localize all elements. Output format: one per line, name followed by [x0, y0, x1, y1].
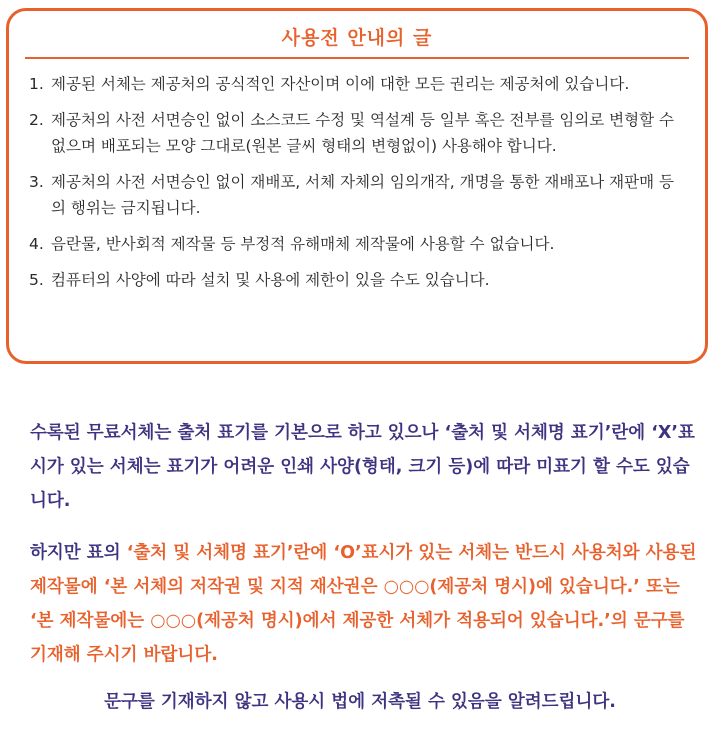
item-text: 제공된 서체는 제공처의 공식적인 자산이며 이에 대한 모든 권리는 제공처에 있습니다.: [51, 75, 630, 93]
list-item: [29, 169, 687, 221]
paragraph-requirement-lead: 하지만 표의: [30, 543, 127, 563]
paragraph-attribution: 수록된 무료서체는 출처 표기를 기본으로 하고 있으나 ‘출처 및 서체명 표기’란에 ‘X’표시가 있는 서체는 표기가 어려운 인쇄 사양(형태, 크기 등)에 따라 미표기 할 수도 있습니다.: [30, 423, 695, 511]
item-number: 5.: [29, 271, 44, 289]
item-number: 2.: [29, 111, 44, 129]
item-text: 제공처의 사전 서면승인 없이 재배포, 서체 자체의 임의개작, 개명을 통한 재배포나 재판매 등의 행위는 금지됩니다.: [51, 173, 674, 217]
notice-box: [6, 8, 708, 364]
item-text: 음란물, 반사회적 제작물 등 부정적 유해매체 제작물에 사용할 수 없습니다.: [51, 235, 555, 253]
list-item: [29, 267, 687, 293]
item-text: 컴퓨터의 사양에 따라 설치 및 사용에 제한이 있을 수도 있습니다.: [51, 271, 490, 289]
item-number: 3.: [29, 173, 44, 191]
paragraph-requirement: [30, 536, 700, 672]
list-item: [29, 231, 687, 257]
notice-list: [29, 71, 687, 303]
item-number: 1.: [29, 75, 44, 93]
item-text: 제공처의 사전 서면승인 없이 소스코드 수정 및 역설계 등 일부 혹은 전부를 임의로 변형할 수 없으며 배포되는 모양 그대로(원본 글씨 형태의 변형없이) 사용해야 합니다.: [51, 111, 674, 155]
notice-title: 사용전 안내의 글: [281, 27, 433, 49]
item-number: 4.: [29, 235, 44, 253]
list-item: [29, 71, 687, 97]
paragraph-legal-warning: 문구를 기재하지 않고 사용시 법에 저촉될 수 있음을 알려드립니다.: [104, 692, 616, 712]
divider: [25, 57, 689, 59]
list-item: [29, 107, 687, 159]
paragraph-requirement-highlight: ‘출처 및 서체명 표기’란에 ‘O’표시가 있는 서체는 반드시 사용처와 사용된 제작물에 ‘본 서체의 저작권 및 지적 재산권은 ○○○(제공처 명시)에 있습니다.’ 또는 ‘본 제작물에는 ○○○(제공처 명시)에서 제공한 서체가 적용되어 있습니다.’의 문구를 기재해 주시기 바랍니다.: [30, 543, 697, 665]
